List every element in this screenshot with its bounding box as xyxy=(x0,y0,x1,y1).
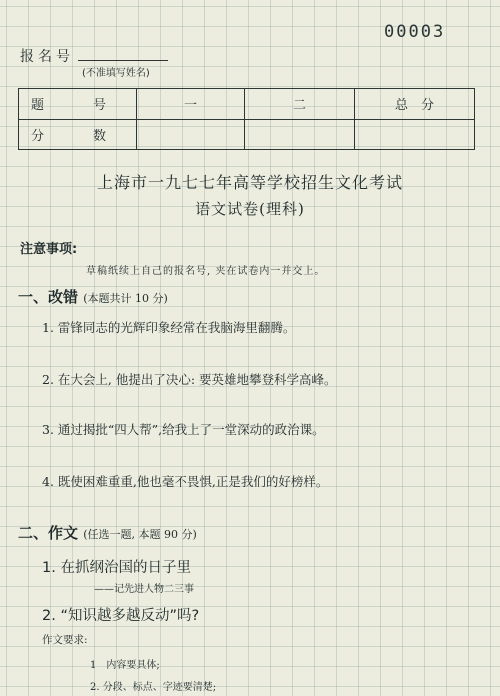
correction-item: 3. 通过揭批“四人帮”,给我上了一堂深动的政治课。 xyxy=(42,422,325,437)
registration-label: 报名号 xyxy=(20,49,74,65)
essay-topic-1: 1. 在抓纲治国的日子里 xyxy=(42,560,191,576)
section1-note: (本题共计 10 分) xyxy=(83,292,168,305)
section2-header xyxy=(18,522,197,543)
requirement-item: 2. 分段、标点、字迹要清楚; xyxy=(90,682,217,693)
score-table-cell: 总 分 xyxy=(355,89,475,120)
score-table-score-row xyxy=(19,119,475,150)
notice-text: 草稿纸续上自己的报名号, 夹在试卷内一并交上。 xyxy=(86,266,326,277)
score-table-cell xyxy=(245,119,355,150)
score-table-header-row xyxy=(19,89,475,120)
correction-item: 1. 雷锋同志的光辉印象经常在我脑海里翻腾。 xyxy=(42,320,296,335)
score-table-cell: 一 xyxy=(137,89,245,120)
score-table-cell xyxy=(355,119,475,150)
score-table-cell: 题 号 xyxy=(19,89,137,120)
serial-number: 00003 xyxy=(384,22,446,42)
section1-header xyxy=(18,286,168,307)
registration-line xyxy=(78,60,168,61)
essay-topic-1-subtitle: ——记先进人物二三事 xyxy=(94,584,194,595)
score-table-cell xyxy=(137,119,245,150)
correction-item: 4. 既使困难重重,他也毫不畏惧,正是我们的好榜样。 xyxy=(42,474,329,489)
section1-heading: 一、改错 xyxy=(18,288,79,306)
correction-item: 2. 在大会上, 他提出了决心: 要英雄地攀登科学高峰。 xyxy=(42,372,337,387)
exam-title: 上海市一九七七年高等学校招生文化考试 xyxy=(96,173,403,192)
essay-topic-2: 2. “知识越多越反动”吗? xyxy=(42,608,200,624)
score-table-cell: 二 xyxy=(245,89,355,120)
registration-note: (不准填写姓名) xyxy=(82,68,150,79)
section2-note: (任选一题, 本题 90 分) xyxy=(83,528,197,541)
score-table xyxy=(18,88,475,150)
section2-heading: 二、作文 xyxy=(18,524,79,542)
score-table-cell: 分 数 xyxy=(19,119,137,150)
requirement-item: 1 内容要具体; xyxy=(90,660,160,671)
exam-subtitle: 语文试卷(理科) xyxy=(195,200,305,218)
requirements-label: 作文要求: xyxy=(42,634,88,646)
notice-label: 注意事项: xyxy=(20,242,78,257)
